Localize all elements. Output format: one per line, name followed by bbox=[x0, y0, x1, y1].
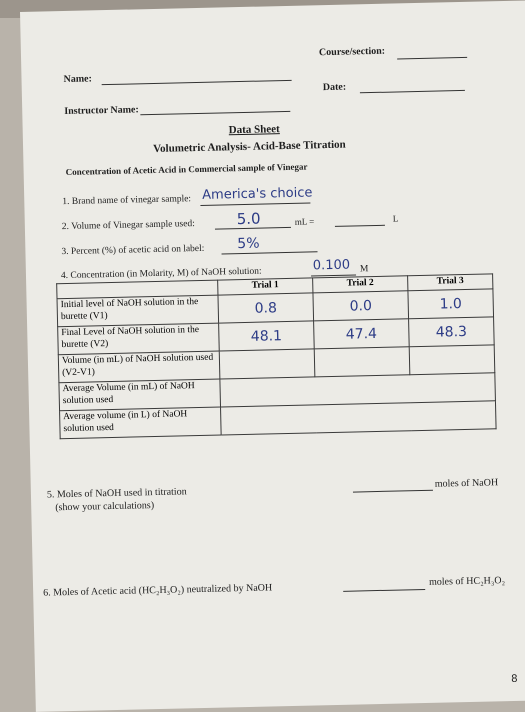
table-cell bbox=[409, 345, 495, 375]
column-header: Trial 1 bbox=[218, 278, 313, 295]
course-section-label: Course/section: bbox=[318, 45, 386, 59]
q2-line bbox=[215, 227, 291, 230]
q2-unit: mL = bbox=[294, 216, 315, 227]
q6-unit: moles of HC₂H₃O₂ bbox=[428, 575, 506, 588]
table-cell: 48.3 bbox=[409, 317, 495, 347]
table-cell: 48.1 bbox=[219, 321, 315, 351]
q3-answer: 5% bbox=[237, 235, 260, 253]
q5-label: 5. Moles of NaOH used in titration bbox=[46, 486, 187, 501]
trial-data-table bbox=[56, 273, 496, 439]
name-line bbox=[102, 80, 292, 85]
table-cell: 0.8 bbox=[218, 293, 314, 323]
table-cell bbox=[314, 347, 410, 377]
course-section-line bbox=[397, 57, 467, 60]
table-cell bbox=[219, 349, 315, 379]
q1-line bbox=[200, 202, 310, 205]
q1-label: 1. Brand name of vinegar sample: bbox=[62, 194, 192, 208]
row-label: Final Level of NaOH solution in the burette (V2) bbox=[58, 323, 220, 355]
worksheet-page bbox=[20, 0, 525, 711]
q5-sub: (show your calculations) bbox=[55, 500, 155, 514]
table-cell bbox=[221, 401, 497, 435]
date-label: Date: bbox=[322, 81, 347, 94]
row-label: Average volume (in L) of NaOH solution used bbox=[60, 407, 222, 439]
q6-label: 6. Moles of Acetic acid (HC₂H₃O₂) neutralized by NaOH bbox=[43, 582, 273, 599]
q3-line bbox=[222, 251, 318, 254]
data-sheet-title: Data Sheet bbox=[228, 123, 280, 137]
name-label: Name: bbox=[63, 73, 92, 86]
row-label: Average Volume (in mL) of NaOH solution used bbox=[59, 379, 221, 411]
instructor-line bbox=[140, 111, 290, 115]
subtitle: Concentration of Acetic Acid in Commercial sample of Vinegar bbox=[65, 161, 308, 178]
table-cell: 47.4 bbox=[314, 319, 410, 349]
table-cell: 0.0 bbox=[313, 291, 409, 321]
row-label: Initial level of NaOH solution in the burette (V1) bbox=[57, 295, 219, 327]
column-header: Trial 3 bbox=[408, 274, 493, 291]
main-title: Volumetric Analysis- Acid-Base Titration bbox=[153, 138, 346, 156]
q6-line bbox=[343, 589, 425, 592]
q1-answer: America's choice bbox=[202, 185, 313, 203]
q4-answer: 0.100 bbox=[312, 257, 351, 274]
q2-liters-unit: L bbox=[392, 213, 399, 224]
q5-unit: moles of NaOH bbox=[434, 477, 499, 490]
q3-label: 3. Percent (%) of acetic acid on label: bbox=[61, 243, 205, 258]
q5-line bbox=[353, 490, 433, 493]
row-label: Volume (in mL) of NaOH solution used (V2-V1) bbox=[58, 351, 220, 383]
q4-label: 4. Concentration (in Molarity, M) of NaOH solution: bbox=[60, 266, 262, 282]
date-line bbox=[360, 90, 465, 93]
q2-label: 2. Volume of Vinegar sample used: bbox=[61, 219, 195, 233]
page-number: 8 bbox=[511, 672, 518, 686]
q2-liters-line bbox=[335, 225, 385, 227]
column-header: Trial 2 bbox=[313, 276, 408, 293]
q2-answer: 5.0 bbox=[236, 209, 261, 229]
instructor-label: Instructor Name: bbox=[64, 104, 139, 118]
q4-unit: M bbox=[359, 264, 369, 275]
table-cell: 1.0 bbox=[408, 289, 494, 319]
